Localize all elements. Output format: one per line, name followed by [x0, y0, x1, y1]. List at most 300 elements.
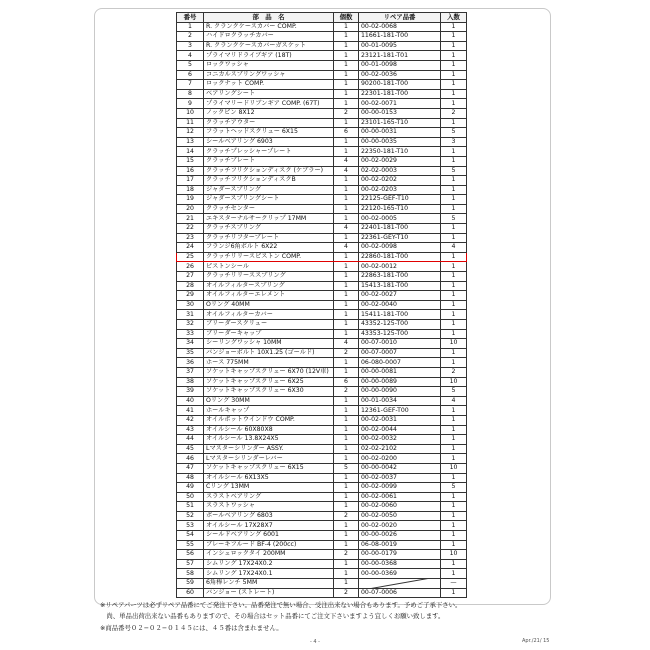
cell-qty: 1: [334, 22, 359, 32]
table-row: [177, 444, 467, 454]
cell-name: ハイドロクラッチカバー: [204, 32, 334, 42]
cell-inbox: 1: [441, 425, 467, 435]
table-row: [177, 166, 467, 176]
cell-code: 00-02-0060: [359, 502, 441, 512]
cell-code: 06-080-0007: [359, 358, 441, 368]
cell-qty: 1: [334, 89, 359, 99]
cell-qty: 1: [334, 99, 359, 109]
note-line: ※商品番号０２−０２−０１４５には、４５番は含まれません。: [100, 623, 283, 632]
cell-no: 58: [177, 569, 204, 579]
cell-no: 11: [177, 118, 204, 128]
cell-inbox: 1: [441, 185, 467, 195]
cell-code: 02-02-0003: [359, 166, 441, 176]
cell-qty: 1: [334, 492, 359, 502]
cell-no: 48: [177, 473, 204, 483]
table-row: [177, 99, 467, 109]
cell-inbox: 1: [441, 559, 467, 569]
cell-inbox: 1: [441, 406, 467, 416]
cell-no: 16: [177, 166, 204, 176]
cell-inbox: 1: [441, 80, 467, 90]
cell-name: クラッチセンター: [204, 204, 334, 214]
cell-name: オイルフィルターカバー: [204, 310, 334, 320]
cell-inbox: 10: [441, 377, 467, 387]
cell-no: 27: [177, 272, 204, 282]
cell-name: ロックワッシャ: [204, 60, 334, 70]
cell-code: 00-02-0061: [359, 492, 441, 502]
table-row: [177, 243, 467, 253]
cell-code: 00-02-0031: [359, 415, 441, 425]
cell-code: 00-02-0050: [359, 511, 441, 521]
cell-qty: 1: [334, 185, 359, 195]
cell-no: 35: [177, 348, 204, 358]
cell-code: 00-02-0044: [359, 425, 441, 435]
cell-inbox: 1: [441, 454, 467, 464]
cell-code: 00-00-0368: [359, 559, 441, 569]
cell-no: 39: [177, 387, 204, 397]
table-row: [177, 89, 467, 99]
table-row: [177, 118, 467, 128]
cell-inbox: 1: [441, 252, 467, 262]
cell-qty: 1: [334, 473, 359, 483]
header-code: リペア品番: [359, 13, 441, 23]
cell-name: クラッチフリクションディスク (ケブラー): [204, 166, 334, 176]
cell-no: 1: [177, 22, 204, 32]
cell-code: 00-00-0090: [359, 387, 441, 397]
cell-no: 13: [177, 137, 204, 147]
cell-name: フランジ6角ボルト 6X22: [204, 243, 334, 253]
table-row: [177, 22, 467, 32]
cell-name: オイルポットウインドウ COMP.: [204, 415, 334, 425]
cell-no: 21: [177, 214, 204, 224]
cell-inbox: 1: [441, 22, 467, 32]
cell-code: 00-02-0098: [359, 243, 441, 253]
cell-no: 15: [177, 156, 204, 166]
cell-code: 00-02-0099: [359, 483, 441, 493]
cell-code: 12361-GEF-T00: [359, 406, 441, 416]
header-no: 番号: [177, 13, 204, 23]
table-row: [177, 415, 467, 425]
cell-no: 55: [177, 540, 204, 550]
cell-name: ブリーダーキャップ: [204, 329, 334, 339]
cell-inbox: 1: [441, 70, 467, 80]
cell-no: 51: [177, 502, 204, 512]
cell-inbox: 1: [441, 569, 467, 579]
header-qty: 個数: [334, 13, 359, 23]
cell-name: シーリングワッシャ 10MM: [204, 339, 334, 349]
table-row: [177, 531, 467, 541]
cell-qty: 1: [334, 559, 359, 569]
cell-name: ホールキャップ: [204, 406, 334, 416]
cell-code: 22860-181-T00: [359, 252, 441, 262]
cell-name: シールベアリング 6903: [204, 137, 334, 147]
cell-name: シールドベアリング 6001: [204, 531, 334, 541]
cell-no: 34: [177, 339, 204, 349]
cell-name: Oリング 30MM: [204, 396, 334, 406]
table-row: [177, 502, 467, 512]
cell-inbox: 5: [441, 387, 467, 397]
cell-no: 25: [177, 252, 204, 262]
cell-no: 8: [177, 89, 204, 99]
cell-inbox: 1: [441, 51, 467, 61]
cell-no: 37: [177, 367, 204, 377]
cell-name: ノックピン 8X12: [204, 108, 334, 118]
cell-code: 00-00-0031: [359, 128, 441, 138]
cell-inbox: 5: [441, 166, 467, 176]
cell-name: ブレーキフルード BF-4 (200cc): [204, 540, 334, 550]
table-row: [177, 291, 467, 301]
cell-qty: 2: [334, 511, 359, 521]
cell-qty: 1: [334, 425, 359, 435]
cell-inbox: 1: [441, 262, 467, 272]
cell-qty: 4: [334, 224, 359, 234]
cell-inbox: 1: [441, 233, 467, 243]
table-row: [177, 300, 467, 310]
cell-no: 42: [177, 415, 204, 425]
cell-qty: 2: [334, 348, 359, 358]
cell-no: 23: [177, 233, 204, 243]
cell-no: 44: [177, 435, 204, 445]
cell-name: 6角棒レンチ 5MM: [204, 579, 334, 589]
cell-qty: 1: [334, 137, 359, 147]
table-row: [177, 108, 467, 118]
cell-code: 22301-181-T00: [359, 89, 441, 99]
cell-no: 53: [177, 521, 204, 531]
cell-inbox: 1: [441, 473, 467, 483]
table-row: [177, 473, 467, 483]
cell-no: 52: [177, 511, 204, 521]
cell-qty: 1: [334, 483, 359, 493]
notes-section: [100, 600, 560, 634]
cell-code: 00-01-0098: [359, 60, 441, 70]
cell-qty: 1: [334, 41, 359, 51]
cell-inbox: 5: [441, 483, 467, 493]
cell-code: 00-01-0095: [359, 41, 441, 51]
table-row: [177, 176, 467, 186]
cell-qty: 1: [334, 70, 359, 80]
cell-name: ボールベアリング 6803: [204, 511, 334, 521]
cell-qty: 1: [334, 435, 359, 445]
cell-no: 60: [177, 588, 204, 598]
table-row: [177, 60, 467, 70]
cell-qty: 1: [334, 118, 359, 128]
cell-code: 00-00-0026: [359, 531, 441, 541]
cell-code: 22120-165-T10: [359, 204, 441, 214]
cell-name: スラストワッシャ: [204, 502, 334, 512]
cell-inbox: 1: [441, 348, 467, 358]
cell-inbox: 4: [441, 396, 467, 406]
table-row: [177, 579, 467, 589]
cell-name: プライマリドライブギア (18T): [204, 51, 334, 61]
cell-code: 00-02-0012: [359, 262, 441, 272]
table-row: [177, 195, 467, 205]
cell-name: Lマスターシリンダー ASSY.: [204, 444, 334, 454]
cell-qty: 1: [334, 252, 359, 262]
table-row: [177, 559, 467, 569]
cell-name: R. クランクケースカバーガスケット: [204, 41, 334, 51]
cell-name: オイルシール 13.8X24X5: [204, 435, 334, 445]
cell-code: 43352-125-T00: [359, 320, 441, 330]
table-row: [177, 128, 467, 138]
cell-inbox: 1: [441, 272, 467, 282]
cell-qty: 1: [334, 579, 359, 589]
table-row: [177, 406, 467, 416]
cell-name: Lマスターシリンダーレバー: [204, 454, 334, 464]
cell-code: 22125-GEF-T10: [359, 195, 441, 205]
table-row: [177, 492, 467, 502]
cell-inbox: 5: [441, 128, 467, 138]
cell-code: 00-07-0006: [359, 588, 441, 598]
cell-no: 14: [177, 147, 204, 157]
cell-no: 20: [177, 204, 204, 214]
cell-name: フラットヘッドスクリュー 6X15: [204, 128, 334, 138]
cell-inbox: 2: [441, 367, 467, 377]
header-inbox: 入数: [441, 13, 467, 23]
cell-code: 11661-181-T00: [359, 32, 441, 42]
cell-no: 24: [177, 243, 204, 253]
cell-qty: 1: [334, 358, 359, 368]
table-row: [177, 367, 467, 377]
cell-code: 00-02-0005: [359, 214, 441, 224]
cell-no: 4: [177, 51, 204, 61]
cell-inbox: 1: [441, 588, 467, 598]
cell-name: ジャダースプリング: [204, 185, 334, 195]
table-row: [177, 483, 467, 493]
table-row: [177, 214, 467, 224]
cell-name: クラッチリリースピストン COMP.: [204, 252, 334, 262]
cell-inbox: 10: [441, 463, 467, 473]
cell-name: コニカルスプリングワッシャ: [204, 70, 334, 80]
cell-inbox: 1: [441, 60, 467, 70]
cell-qty: 1: [334, 444, 359, 454]
cell-code: 00-02-0032: [359, 435, 441, 445]
cell-no: 26: [177, 262, 204, 272]
cell-code: 00-02-0203: [359, 185, 441, 195]
cell-name: ソケットキャップスクリュー 6X15: [204, 463, 334, 473]
cell-name: オイルシール 6X13X5: [204, 473, 334, 483]
cell-qty: 1: [334, 320, 359, 330]
cell-code: 22350-181-T10: [359, 147, 441, 157]
cell-inbox: 1: [441, 358, 467, 368]
cell-inbox: 1: [441, 300, 467, 310]
cell-qty: 2: [334, 387, 359, 397]
cell-inbox: 1: [441, 118, 467, 128]
cell-inbox: 1: [441, 320, 467, 330]
cell-qty: 1: [334, 214, 359, 224]
cell-name: プライマリードリブンギア COMP. (67T): [204, 99, 334, 109]
cell-code: 90200-181-T00: [359, 80, 441, 90]
cell-no: 2: [177, 32, 204, 42]
cell-code: 00-01-0034: [359, 396, 441, 406]
cell-qty: 1: [334, 176, 359, 186]
cell-no: 29: [177, 291, 204, 301]
note-line: ※リペアパーツは必ずリペア品番にてご発注下さい。品番発注で無い場合、受注出来ない場合もあります。予めご了承下さい。: [100, 601, 462, 609]
cell-no: 36: [177, 358, 204, 368]
table-row: [177, 137, 467, 147]
cell-inbox: 1: [441, 281, 467, 291]
table-row: [177, 463, 467, 473]
cell-inbox: 1: [441, 291, 467, 301]
cell-name: クラッチプレッシャープレート: [204, 147, 334, 157]
cell-qty: 2: [334, 588, 359, 598]
cell-code: 00-00-0042: [359, 463, 441, 473]
table-row: [177, 348, 467, 358]
cell-code: 00-02-0037: [359, 473, 441, 483]
cell-qty: 1: [334, 32, 359, 42]
cell-name: オイルシール 17X28X7: [204, 521, 334, 531]
cell-inbox: 1: [441, 32, 467, 42]
cell-no: 9: [177, 99, 204, 109]
cell-qty: 1: [334, 540, 359, 550]
cell-code: 00-00-0035: [359, 137, 441, 147]
cell-code: 00-02-0071: [359, 99, 441, 109]
table-row: [177, 70, 467, 80]
table-row: [177, 156, 467, 166]
cell-qty: 1: [334, 415, 359, 425]
cell-no: 28: [177, 281, 204, 291]
cell-name: クラッチフリクションディスクB: [204, 176, 334, 186]
cell-inbox: 4: [441, 243, 467, 253]
header-name: 部 品 名: [204, 13, 334, 23]
cell-no: 17: [177, 176, 204, 186]
table-row: [177, 396, 467, 406]
table-row: [177, 588, 467, 598]
cell-code: 22361-GEY-T10: [359, 233, 441, 243]
cell-code: [359, 579, 441, 589]
cell-no: 5: [177, 60, 204, 70]
cell-inbox: 1: [441, 435, 467, 445]
table-row: [177, 224, 467, 234]
cell-code: 22401-181-T00: [359, 224, 441, 234]
cell-no: 54: [177, 531, 204, 541]
note-line: 尚、単品出荷出来ない品番もありますので、その場合はセット品番にてご注文下さいますよう宜しくお願い致します。: [100, 612, 445, 621]
cell-qty: 4: [334, 156, 359, 166]
cell-code: 00-07-0007: [359, 348, 441, 358]
cell-qty: 1: [334, 147, 359, 157]
cell-name: ジャダースプリングシート: [204, 195, 334, 205]
cell-qty: 1: [334, 300, 359, 310]
cell-qty: 4: [334, 166, 359, 176]
cell-qty: 5: [334, 463, 359, 473]
cell-no: 47: [177, 463, 204, 473]
cell-no: 32: [177, 320, 204, 330]
table-row: [177, 511, 467, 521]
table-row: [177, 339, 467, 349]
cell-no: 41: [177, 406, 204, 416]
cell-no: 43: [177, 425, 204, 435]
cell-code: 00-02-0068: [359, 22, 441, 32]
table-row: [177, 204, 467, 214]
parts-table: [176, 12, 467, 598]
table-row: [177, 358, 467, 368]
table-row: [177, 521, 467, 531]
cell-qty: 1: [334, 51, 359, 61]
table-row: [177, 310, 467, 320]
page-number: - 4 -: [310, 639, 320, 645]
table-row: [177, 147, 467, 157]
cell-no: 3: [177, 41, 204, 51]
cell-name: ソケットキャップスクリュー 6X70 (12V車): [204, 367, 334, 377]
cell-qty: 1: [334, 329, 359, 339]
cell-code: 00-00-0179: [359, 550, 441, 560]
cell-inbox: 1: [441, 492, 467, 502]
cell-name: クラッチリフタープレート: [204, 233, 334, 243]
cell-qty: 4: [334, 339, 359, 349]
cell-inbox: 10: [441, 339, 467, 349]
cell-no: 10: [177, 108, 204, 118]
table-row: [177, 387, 467, 397]
cell-name: ソケットキャップスクリュー 6X25: [204, 377, 334, 387]
cell-no: 18: [177, 185, 204, 195]
cell-name: ブリーダースクリュー: [204, 320, 334, 330]
cell-name: オイルフィルタースプリング: [204, 281, 334, 291]
cell-code: 00-02-0020: [359, 521, 441, 531]
cell-name: ソケットキャップスクリュー 6X30: [204, 387, 334, 397]
cell-inbox: 1: [441, 540, 467, 550]
cell-no: 33: [177, 329, 204, 339]
cell-code: 00-07-0010: [359, 339, 441, 349]
print-date: Apr./21/ 15: [522, 638, 550, 644]
cell-qty: 1: [334, 233, 359, 243]
cell-name: ベアリングシート: [204, 89, 334, 99]
table-row: [177, 550, 467, 560]
cell-name: バンジョー (ストレート): [204, 588, 334, 598]
cell-code: 00-02-0040: [359, 300, 441, 310]
cell-code: 00-02-0202: [359, 176, 441, 186]
cell-no: 22: [177, 224, 204, 234]
cell-code: 23101-165-T10: [359, 118, 441, 128]
cell-qty: 1: [334, 521, 359, 531]
cell-inbox: 1: [441, 147, 467, 157]
table-row: [177, 41, 467, 51]
cell-qty: 1: [334, 281, 359, 291]
cell-name: Oリング 40MM: [204, 300, 334, 310]
cell-no: 57: [177, 559, 204, 569]
cell-code: 15411-181-T00: [359, 310, 441, 320]
cell-inbox: 1: [441, 310, 467, 320]
cell-inbox: 1: [441, 176, 467, 186]
highlighted-table-row: [177, 252, 467, 262]
cell-code: 06-08-0019: [359, 540, 441, 550]
cell-inbox: —: [441, 579, 467, 589]
cell-name: クラッチプレート: [204, 156, 334, 166]
cell-name: クラッチスプリング: [204, 224, 334, 234]
cell-no: 30: [177, 300, 204, 310]
table-row: [177, 569, 467, 579]
table-header-row: [177, 13, 467, 23]
table-row: [177, 425, 467, 435]
cell-inbox: 1: [441, 511, 467, 521]
cell-qty: 6: [334, 128, 359, 138]
cell-no: 59: [177, 579, 204, 589]
cell-no: 38: [177, 377, 204, 387]
cell-name: シムリング 17X24X0.1: [204, 569, 334, 579]
cell-inbox: 1: [441, 329, 467, 339]
table-row: [177, 329, 467, 339]
table-row: [177, 262, 467, 272]
cell-qty: 2: [334, 108, 359, 118]
cell-qty: 1: [334, 272, 359, 282]
cell-name: スラストベアリング: [204, 492, 334, 502]
cell-code: 00-00-0081: [359, 367, 441, 377]
cell-name: インシュロックタイ 200MM: [204, 550, 334, 560]
cell-qty: 1: [334, 195, 359, 205]
cell-inbox: 1: [441, 195, 467, 205]
cell-name: Cリング 13MM: [204, 483, 334, 493]
cell-inbox: 1: [441, 156, 467, 166]
table-row: [177, 454, 467, 464]
cell-code: 15413-181-T00: [359, 281, 441, 291]
cell-qty: 1: [334, 204, 359, 214]
